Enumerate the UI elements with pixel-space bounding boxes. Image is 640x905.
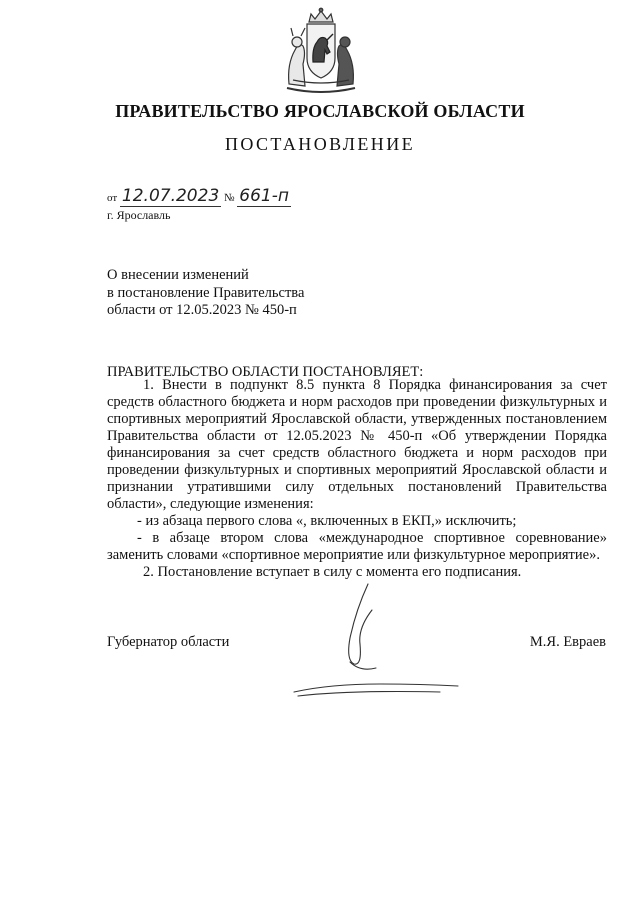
- subject-line: О внесении изменений: [107, 267, 249, 283]
- document-type: ПОСТАНОВЛЕНИЕ: [224, 134, 416, 154]
- decree-heading: ПРАВИТЕЛЬСТВО ОБЛАСТИ ПОСТАНОВЛЯЕТ:: [107, 364, 424, 380]
- date-prefix: от: [107, 192, 118, 204]
- document-number: 661-п: [239, 186, 289, 206]
- document-subject: [107, 267, 304, 320]
- signatory-position: Губернатор области: [107, 634, 230, 650]
- body-paragraph: - в абзаце втором слова «международное спортивное соревнование» заменить словами «спортивное мероприятие или физкультурное мероприятие».: [107, 530, 607, 563]
- document-date: 12.07.2023: [121, 186, 220, 206]
- signatory-name: М.Я. Евраев: [529, 634, 606, 650]
- body-paragraph: - из абзаца первого слова «, включенных в ЕКП,» исключить;: [137, 513, 517, 529]
- subject-line: в постановление Правительства: [107, 284, 305, 301]
- body-paragraph: 1. Внести в подпункт 8.5 пункта 8 Порядка финансирования за счет средств областного бюджета и норм расходов при проведении физкультурных и спортивных мероприятий Ярославской области, утвержденных постановлением Правительства области от 12.05.2023 № 450-п «Об утверждении Порядка финансирования за счет средств областного бюджета и норм расходов при проведении физкультурных и спортивных мероприятий Ярославской области и признании утратившими силу отдельных постановлений Правительства области», следующие изменения:: [107, 377, 607, 512]
- document-body: [107, 377, 607, 581]
- document-date-number: [107, 186, 291, 206]
- number-prefix: №: [224, 192, 235, 204]
- coat-of-arms-icon: [279, 6, 363, 94]
- government-title: ПРАВИТЕЛЬСТВО ЯРОСЛАВСКОЙ ОБЛАСТИ: [115, 101, 525, 121]
- document-city: г. Ярославль: [107, 208, 171, 222]
- body-paragraph: 2. Постановление вступает в силу с момента его подписания.: [143, 564, 522, 580]
- signature-icon: [290, 580, 460, 700]
- subject-line: области от 12.05.2023 № 450-п: [107, 302, 297, 318]
